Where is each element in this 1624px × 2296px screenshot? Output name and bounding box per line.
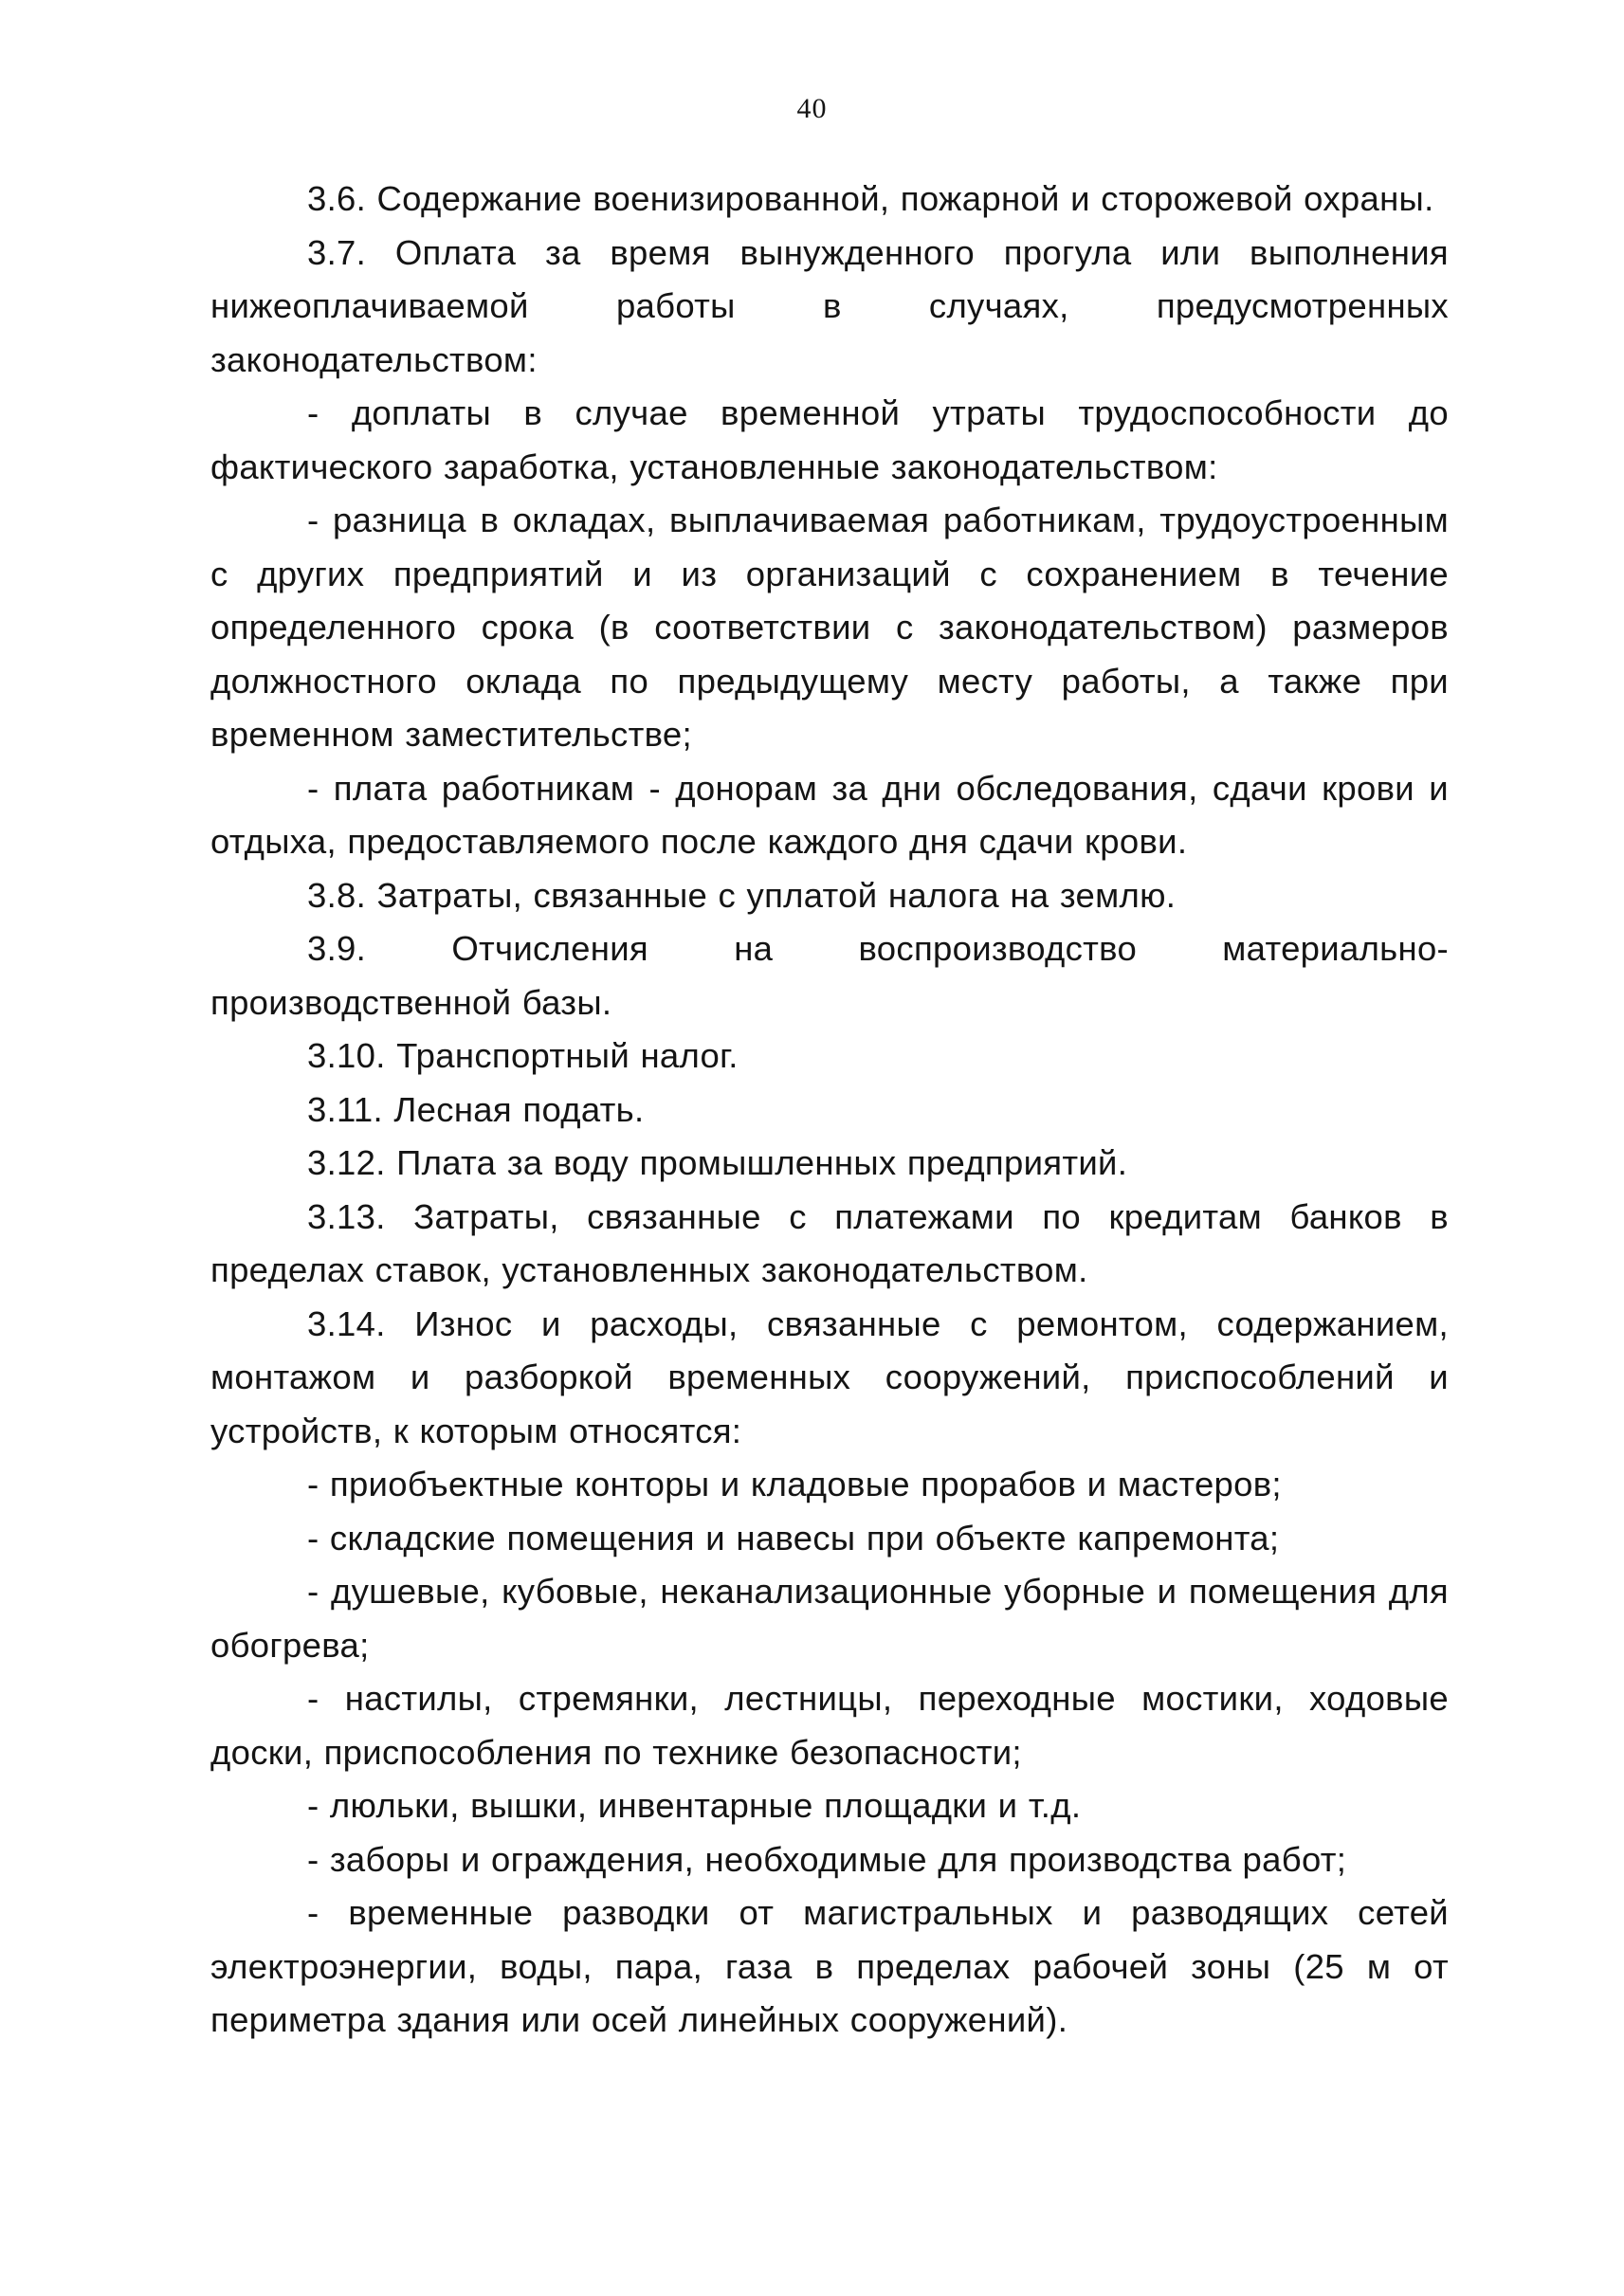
document-body [210,173,1449,2048]
list-item-fences: - заборы и ограждения, необходимые для производства работ; [307,1839,1347,1879]
list-item-donor-pay: - плата работникам - донорам за дни обследования, сдачи крови и отдыха, предоставляемого после каждого дня сдачи крови. [210,768,1449,861]
paragraph-3-13: 3.13. Затраты, связанные с платежами по кредитам банков в пределах ставок, установленных законодательством. [210,1196,1449,1289]
list-item-showers: - душевые, кубовые, неканализационные уборные и помещения для обогрева; [210,1572,1449,1665]
paragraph-3-6: 3.6. Содержание военизированной, пожарной и сторожевой охраны. [307,179,1434,218]
paragraph-3-11: 3.11. Лесная подать. [307,1089,645,1129]
list-item-salary-difference: - разница в окладах, выплачиваемая работникам, трудоустроенным с других предприятий и из организаций с сохранением в течение определенного срока (в соответствии с законодательством) размеров должностного оклада по предыдущему месту работы, а также при временном заместительстве; [210,501,1449,754]
page-number: 40 [796,93,828,124]
paragraph-3-10: 3.10. Транспортный налог. [307,1036,739,1075]
paragraph-3-12: 3.12. Плата за воду промышленных предприятий. [307,1143,1128,1182]
paragraph-3-14: 3.14. Износ и расходы, связанные с ремонтом, содержанием, монтажом и разборкой временных сооружений, приспособлений и устройств, к которым относятся: [210,1303,1449,1450]
paragraph-3-8: 3.8. Затраты, связанные с уплатой налога на землю. [307,875,1177,915]
list-item-site-offices: - приобъектные конторы и кладовые прорабов и мастеров; [307,1465,1282,1503]
paragraph-3-7: 3.7. Оплата за время вынужденного прогула или выполнения нижеоплачиваемой работы в случаях, предусмотренных законодательством: [210,232,1449,379]
list-item-scaffolding: - настилы, стремянки, лестницы, переходные мостики, ходовые доски, приспособления по технике безопасности; [210,1679,1449,1772]
paragraph-3-9: 3.9. Отчисления на воспроизводство материально-производственной базы. [210,929,1449,1022]
list-item-cradles: - люльки, вышки, инвентарные площадки и т.д. [307,1786,1082,1825]
list-item-temporary-lines: - временные разводки от магистральных и разводящих сетей электроэнергии, воды, пара, газа в пределах рабочей зоны (25 м от периметра здания или осей линейных сооружений). [210,1893,1449,2039]
list-item-sick-pay: - доплаты в случае временной утраты трудоспособности до фактического заработка, установленные законодательством: [210,393,1449,486]
list-item-storage-sheds: - складские помещения и навесы при объекте капремонта; [307,1518,1280,1558]
